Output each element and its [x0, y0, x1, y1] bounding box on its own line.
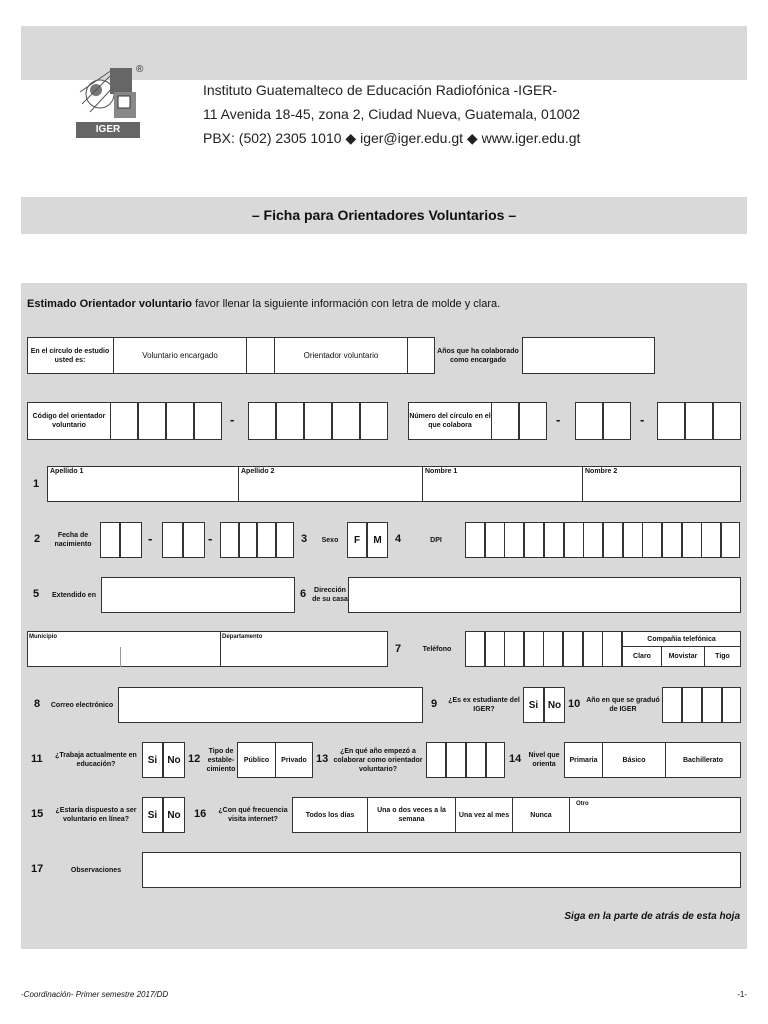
registered-mark: ® — [136, 64, 144, 75]
nivel-label: Nivel que orienta — [528, 752, 560, 768]
anio-graduo-label: Año en que se graduó de IGER — [586, 697, 660, 713]
tipo-publico[interactable]: Público — [237, 742, 276, 778]
fecha-dash-2: - — [208, 531, 213, 546]
estudiante-no[interactable]: No — [544, 687, 565, 723]
departamento-label: Departamento — [222, 634, 263, 640]
anio-graduo-digit[interactable] — [662, 687, 682, 723]
form-title: – Ficha para Orientadores Voluntarios – — [251, 207, 517, 223]
circle-digit[interactable] — [575, 402, 603, 440]
dpi-digit[interactable] — [662, 522, 682, 558]
telefono-digit[interactable] — [504, 631, 524, 667]
row-number-8: 8 — [34, 698, 41, 710]
telefono-digit[interactable] — [465, 631, 485, 667]
dispuesto-no[interactable]: No — [163, 797, 185, 833]
dpi-digit[interactable] — [485, 522, 505, 558]
intro-text — [27, 298, 500, 310]
dpi-digit[interactable] — [564, 522, 584, 558]
observaciones-label: Observaciones — [70, 866, 122, 874]
compania-movistar[interactable]: Movistar — [661, 646, 705, 667]
dpi-digit[interactable] — [721, 522, 740, 558]
dpi-digit[interactable] — [682, 522, 702, 558]
institution-info — [203, 78, 743, 150]
anio-empezo-digit[interactable] — [426, 742, 446, 778]
code-digit[interactable] — [276, 402, 304, 440]
telefono-digit[interactable] — [543, 631, 563, 667]
nombre2-label: Nombre 2 — [585, 468, 618, 475]
institution-address: 11 Avenida 18-45, zona 2, Ciudad Nueva, Guatemala, 01002 — [203, 106, 580, 122]
anio-graduo-digit[interactable] — [702, 687, 722, 723]
row-number-14: 14 — [509, 753, 522, 765]
code-digit[interactable] — [166, 402, 194, 440]
apellido1-label: Apellido 1 — [50, 468, 84, 475]
role-option-encargado: Voluntario encargado — [113, 338, 246, 373]
telefono-digit[interactable] — [583, 631, 603, 667]
frecuencia-una-dos[interactable]: Una o dos veces a la semana — [367, 797, 456, 833]
fecha-digit[interactable] — [162, 522, 183, 558]
dpi-digit[interactable] — [603, 522, 623, 558]
estudiante-si[interactable]: Si — [523, 687, 544, 723]
fecha-digit[interactable] — [183, 522, 205, 558]
code-digit[interactable] — [360, 402, 388, 440]
frecuencia-nunca[interactable]: Nunca — [512, 797, 570, 833]
dpi-digit[interactable] — [465, 522, 485, 558]
role-checkbox-orientador[interactable] — [407, 337, 435, 374]
anio-graduo-digit[interactable] — [682, 687, 702, 723]
dispuesto-si[interactable]: Si — [142, 797, 163, 833]
telefono-digit[interactable] — [524, 631, 544, 667]
role-option-orientador: Orientador voluntario — [303, 351, 379, 360]
trabaja-no[interactable]: No — [163, 742, 185, 778]
fecha-digit[interactable] — [239, 522, 257, 558]
sexo-label: Sexo — [321, 536, 339, 544]
circle-digit[interactable] — [491, 402, 519, 440]
code-digit[interactable] — [110, 402, 138, 440]
nivel-basico[interactable]: Básico — [602, 742, 666, 778]
direccion-field[interactable] — [348, 577, 741, 613]
telefono-label: Teléfono — [422, 645, 452, 653]
anio-graduo-digit[interactable] — [722, 687, 741, 723]
row-number-4: 4 — [395, 533, 402, 545]
row-number-9: 9 — [431, 698, 438, 710]
dpi-digit[interactable] — [544, 522, 564, 558]
row-number-2: 2 — [34, 533, 41, 545]
nivel-primaria[interactable]: Primaria — [564, 742, 603, 778]
estudiante-label: ¿Es ex estudiante del IGER? — [448, 697, 520, 713]
dpi-digit[interactable] — [701, 522, 721, 558]
circle-digit[interactable] — [519, 402, 547, 440]
iger-logo — [72, 64, 152, 140]
frecuencia-una-mes[interactable]: Una vez al mes — [455, 797, 513, 833]
nivel-bachillerato[interactable]: Bachillerato — [665, 742, 741, 778]
circle-digit[interactable] — [657, 402, 685, 440]
row-number-6: 6 — [300, 588, 307, 600]
trabaja-si[interactable]: Si — [142, 742, 163, 778]
row-number-10: 10 — [568, 698, 581, 710]
years-label: Años que ha colaborado como encargado — [437, 347, 519, 364]
fecha-digit[interactable] — [220, 522, 239, 558]
form-band — [21, 283, 747, 949]
dpi-digit[interactable] — [524, 522, 544, 558]
row-number-11: 11 — [31, 753, 43, 765]
years-field[interactable] — [522, 337, 655, 374]
compania-label: Compañía telefónica — [622, 631, 741, 647]
row-number-15: 15 — [31, 808, 44, 820]
frecuencia-otro[interactable] — [569, 797, 741, 833]
row-number-1: 1 — [33, 478, 40, 490]
code-digit[interactable] — [248, 402, 276, 440]
circle-dash-2: - — [640, 412, 645, 427]
correo-label: Correo electrónico — [50, 701, 114, 709]
extendido-label: Extendido en — [52, 591, 96, 599]
footer-left: -Coordinación- Primer semestre 2017/DD — [21, 990, 169, 999]
telefono-digit[interactable] — [602, 631, 622, 667]
dpi-digit[interactable] — [583, 522, 603, 558]
code-dash: - — [230, 412, 235, 427]
circle-digit[interactable] — [713, 402, 741, 440]
circle-label: Número del círculo en el que colabora — [408, 402, 492, 440]
municipio-divider — [120, 647, 121, 667]
fecha-label: Fecha de nacimiento — [54, 532, 92, 548]
direccion-label: Dirección de su casa — [312, 587, 348, 603]
row-number-12: 12 — [188, 753, 201, 765]
sexo-m-option[interactable]: M — [367, 522, 388, 558]
anio-empezo-label: ¿En qué año empezó a colaborar como orientador voluntario? — [333, 747, 423, 773]
anio-empezo-digit[interactable] — [466, 742, 486, 778]
nombre1-label: Nombre 1 — [425, 468, 458, 475]
fecha-digit[interactable] — [257, 522, 276, 558]
code-digit[interactable] — [332, 402, 360, 440]
sexo-f-option[interactable]: F — [347, 522, 367, 558]
code-label: Código del orientador voluntario — [27, 402, 111, 440]
footer-right: -1- — [737, 990, 747, 999]
logo-text: IGER — [95, 124, 121, 135]
frecuencia-todos[interactable]: Todos los días — [292, 797, 368, 833]
observaciones-field[interactable] — [142, 852, 741, 888]
fecha-digit[interactable] — [120, 522, 142, 558]
dpi-digit[interactable] — [642, 522, 662, 558]
frecuencia-label: ¿Con qué frecuencia visita internet? — [218, 807, 288, 823]
apellido2-label: Apellido 2 — [241, 468, 275, 475]
fecha-digit[interactable] — [276, 522, 294, 558]
row-number-5: 5 — [33, 588, 40, 600]
code-digit[interactable] — [194, 402, 222, 440]
tipo-label: Tipo de estable-cimiento — [206, 747, 236, 773]
intro-rest: favor llenar la siguiente información con letra de molde y clara. — [192, 298, 501, 310]
code-digit[interactable] — [138, 402, 166, 440]
anio-empezo-digit[interactable] — [486, 742, 505, 778]
dpi-digit[interactable] — [504, 522, 524, 558]
continue-note: Siga en la parte de atrás de esta hoja — [564, 911, 740, 922]
frecuencia-otro-label: Otro — [576, 801, 589, 807]
role-checkbox-encargado[interactable] — [246, 337, 275, 374]
intro-bold: Estimado Orientador voluntario — [27, 298, 193, 310]
dpi-label: DPI — [430, 536, 442, 544]
institution-name: Instituto Guatemalteco de Educación Radiofónica -IGER- — [203, 82, 558, 98]
telefono-digit[interactable] — [563, 631, 583, 667]
dispuesto-label: ¿Estaría dispuesto a ser voluntario en línea? — [55, 807, 137, 823]
row-number-3: 3 — [301, 533, 308, 545]
fecha-digit[interactable] — [100, 522, 120, 558]
fecha-dash-1: - — [148, 531, 153, 546]
circle-digit[interactable] — [603, 402, 631, 440]
tipo-privado[interactable]: Privado — [275, 742, 313, 778]
institution-contact: PBX: (502) 2305 1010 ◆ iger@iger.edu.gt ◆ www.iger.edu.gt — [203, 130, 581, 146]
row-number-17: 17 — [31, 863, 44, 875]
row-number-16: 16 — [194, 808, 207, 820]
circle-dash-1: - — [556, 412, 561, 427]
trabaja-label: ¿Trabaja actualmente en educación? — [55, 752, 137, 768]
dpi-digit[interactable] — [623, 522, 643, 558]
municipio-label: Municipio — [29, 634, 57, 640]
telefono-digit[interactable] — [485, 631, 505, 667]
role-label: En el círculo de estudio usted es: — [30, 347, 110, 364]
compania-tigo[interactable]: Tigo — [704, 646, 741, 667]
code-digit[interactable] — [304, 402, 332, 440]
compania-claro[interactable]: Claro — [622, 646, 662, 667]
row-number-13: 13 — [316, 753, 329, 765]
row-number-7: 7 — [395, 643, 402, 655]
anio-empezo-digit[interactable] — [446, 742, 466, 778]
correo-field[interactable] — [118, 687, 423, 723]
circle-digit[interactable] — [685, 402, 713, 440]
extendido-field[interactable] — [101, 577, 295, 613]
